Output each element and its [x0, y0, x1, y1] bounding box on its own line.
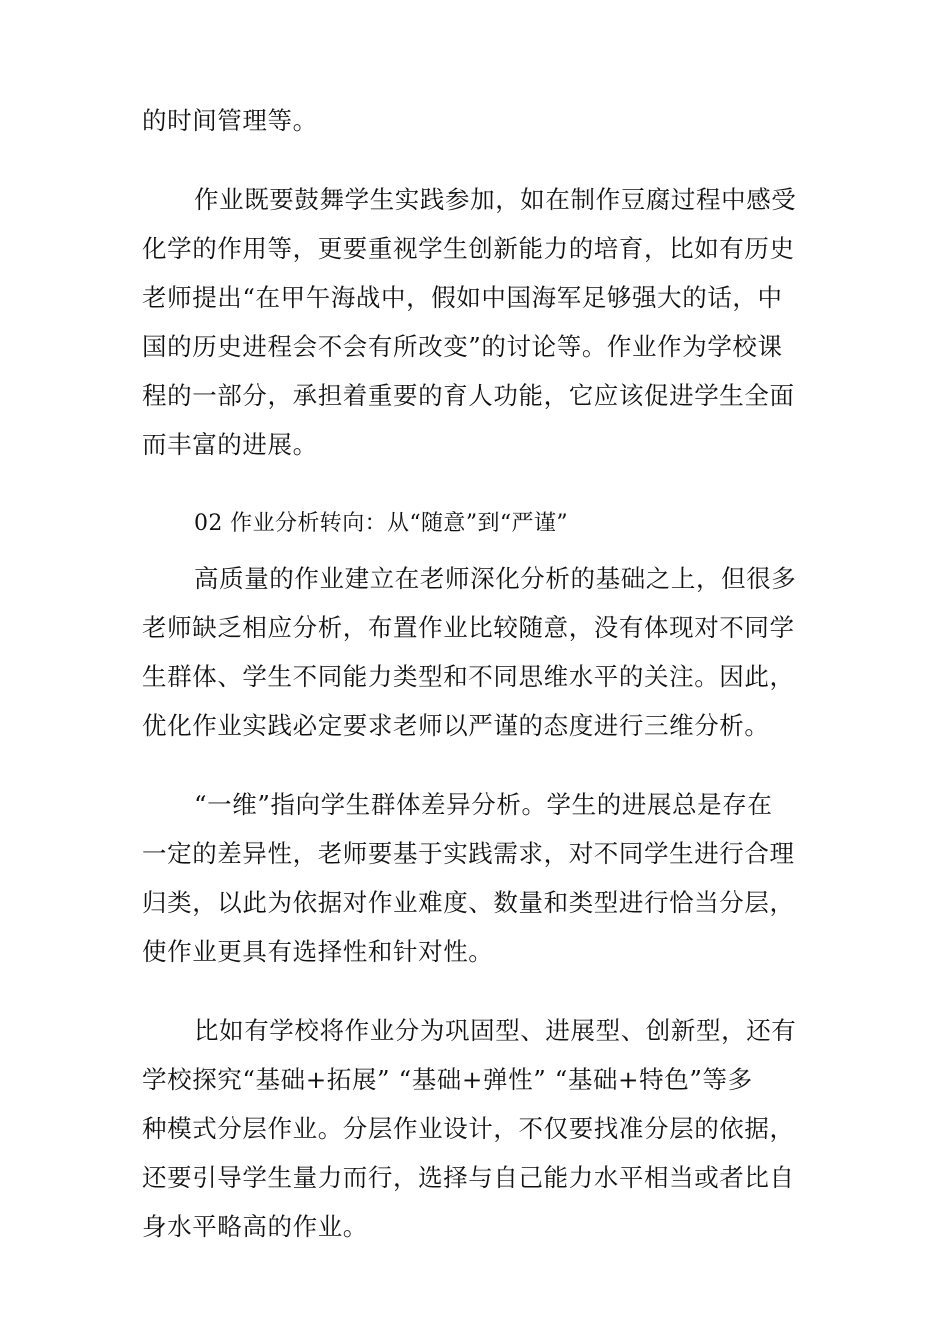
text-line: 而丰富的进展。 [142, 430, 318, 459]
text-line: 老师提出“在甲午海战中，假如中国海军足够强大的话，中 [142, 283, 783, 312]
text-line: 化学的作用等，更要重视学生创新能力的培育，比如有历史 [142, 234, 795, 263]
text-line: 老师缺乏相应分析，布置作业比较随意，没有体现对不同学 [142, 613, 795, 642]
text-line: 国的历史进程会不会有所改变”的讨论等。作业作为学校课 [142, 332, 783, 361]
text-line: 身水平略高的作业。 [142, 1212, 368, 1241]
document-page [142, 96, 802, 1251]
text-line: 学校探究“基础+拓展” “基础+弹性” “基础+特色”等多 [142, 1065, 753, 1094]
paragraph-homework-practice [142, 175, 802, 469]
paragraph-layered-homework [142, 1006, 802, 1251]
text-line: 作业既要鼓舞学生实践参加，如在制作豆腐过程中感受 [194, 185, 797, 214]
text-line: 还要引导学生量力而行，选择与自己能力水平相当或者比自 [142, 1163, 795, 1192]
text-line: 比如有学校将作业分为巩固型、进展型、创新型，还有 [194, 1016, 797, 1045]
paragraph-one-dimension [142, 780, 802, 976]
paragraph-analysis [142, 554, 802, 750]
text-line: 程的一部分，承担着重要的育人功能，它应该促进学生全面 [142, 381, 795, 410]
text-line: 归类，以此为依据对作业难度、数量和类型进行恰当分层， [142, 888, 795, 917]
text-line: 生群体、学生不同能力类型和不同思维水平的关注。因此， [142, 662, 795, 691]
text-line: 一定的差异性，老师要基于实践需求，对不同学生进行合理 [142, 839, 795, 868]
text-line: 的时间管理等。 [142, 106, 318, 135]
text-line: 种模式分层作业。分层作业设计，不仅要找准分层的依据， [142, 1114, 795, 1143]
text-line: 高质量的作业建立在老师深化分析的基础之上，但很多 [194, 564, 797, 593]
paragraph-continuation [142, 96, 802, 145]
text-line: 优化作业实践必定要求老师以严谨的态度进行三维分析。 [142, 711, 770, 740]
text-line: “一维”指向学生群体差异分析。学生的进展总是存在 [194, 790, 773, 819]
text-line: 使作业更具有选择性和针对性。 [142, 937, 494, 966]
section-heading-text: 02 作业分析转向：从“随意”到“严谨” [194, 511, 568, 536]
section-heading [142, 499, 802, 548]
